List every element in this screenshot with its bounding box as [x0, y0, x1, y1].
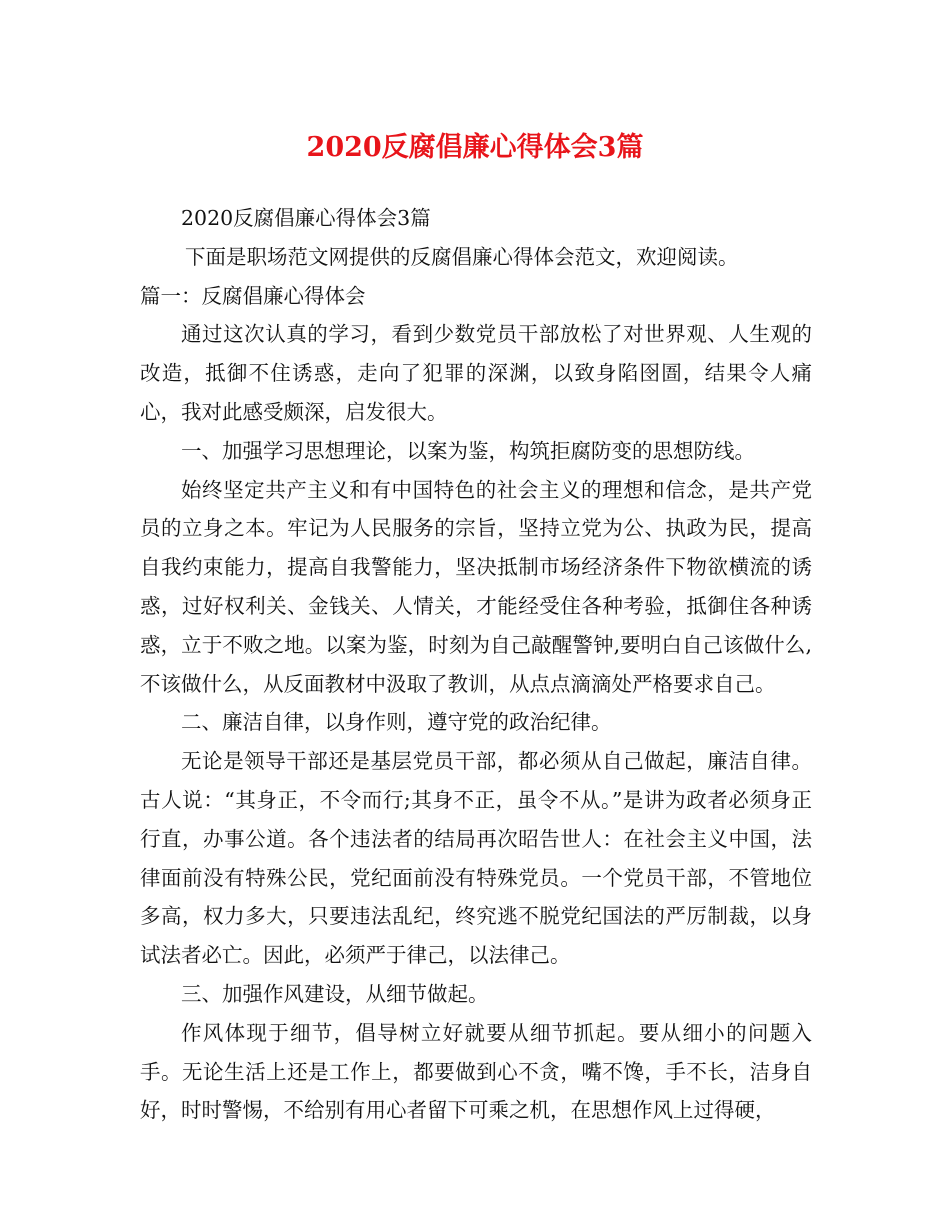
document-title: 2020反腐倡廉心得体会3篇 — [306, 132, 644, 163]
point-heading-2: 二、廉洁自律，以身作则，遵守党的政治纪律。 — [181, 710, 612, 735]
paragraph: 通过这次认真的学习，看到少数党员干部放松了对世界观、人生观的改造，抵御不住诱惑，走向了犯罪的深渊，以致身陷囹圄，结果令人痛心，我对此感受颇深，启发很大。 — [140, 322, 812, 424]
point-heading-3: 三、加强作风建设，从细节做起。 — [181, 981, 489, 1006]
paragraph: 作风体现于细节，倡导树立好就要从细节抓起。要从细小的问题入手。无论生活上还是工作上，都要做到心不贪，嘴不馋，手不长，洁身自好，时时警惕，不给别有用心者留下可乘之机，在思想作风上过得硬， — [140, 1020, 812, 1123]
paragraph-subtitle: 2020反腐倡廉心得体会3篇 — [181, 206, 431, 230]
point-heading-1: 一、加强学习思想理论，以案为鉴，构筑拒腐防变的思想防线。 — [181, 438, 755, 463]
paragraph-intro: 下面是职场范文网提供的反腐倡廉心得体会范文，欢迎阅读。 — [185, 244, 739, 269]
paragraph: 无论是领导干部还是基层党员干部，都必须从自己做起，廉洁自律。古人说：“其身正，不令而行;其身不正，虽令不从。”是讲为政者必须身正行直，办事公道。各个违法者的结局再次昭告世人：在社会主义中国，法律面前没有特殊公民，党纪面前没有特殊党员。一个党员干部，不管地位多高，权力多大，只要违法乱纪，终究逃不脱党纪国法的严厉制裁，以身试法者必亡。因此，必须严于律己，以法律己。 — [140, 749, 812, 968]
section-heading-part-one: 篇一：反腐倡廉心得体会 — [140, 283, 366, 308]
document-body — [140, 199, 812, 1130]
paragraph: 始终坚定共产主义和有中国特色的社会主义的理想和信念，是共产党员的立身之本。牢记为人民服务的宗旨，坚持立党为公、执政为民，提高自我约束能力，提高自我警能力，坚决抵制市场经济条件下物欲横流的诱惑，过好权利关、金钱关、人情关，才能经受住各种考验，抵御住各种诱惑，立于不败之地。以案为鉴，时刻为自己敲醒警钟,要明白自己该做什么,不该做什么，从反面教材中汲取了教训，从点点滴滴处严格要求自己。 — [140, 477, 812, 696]
